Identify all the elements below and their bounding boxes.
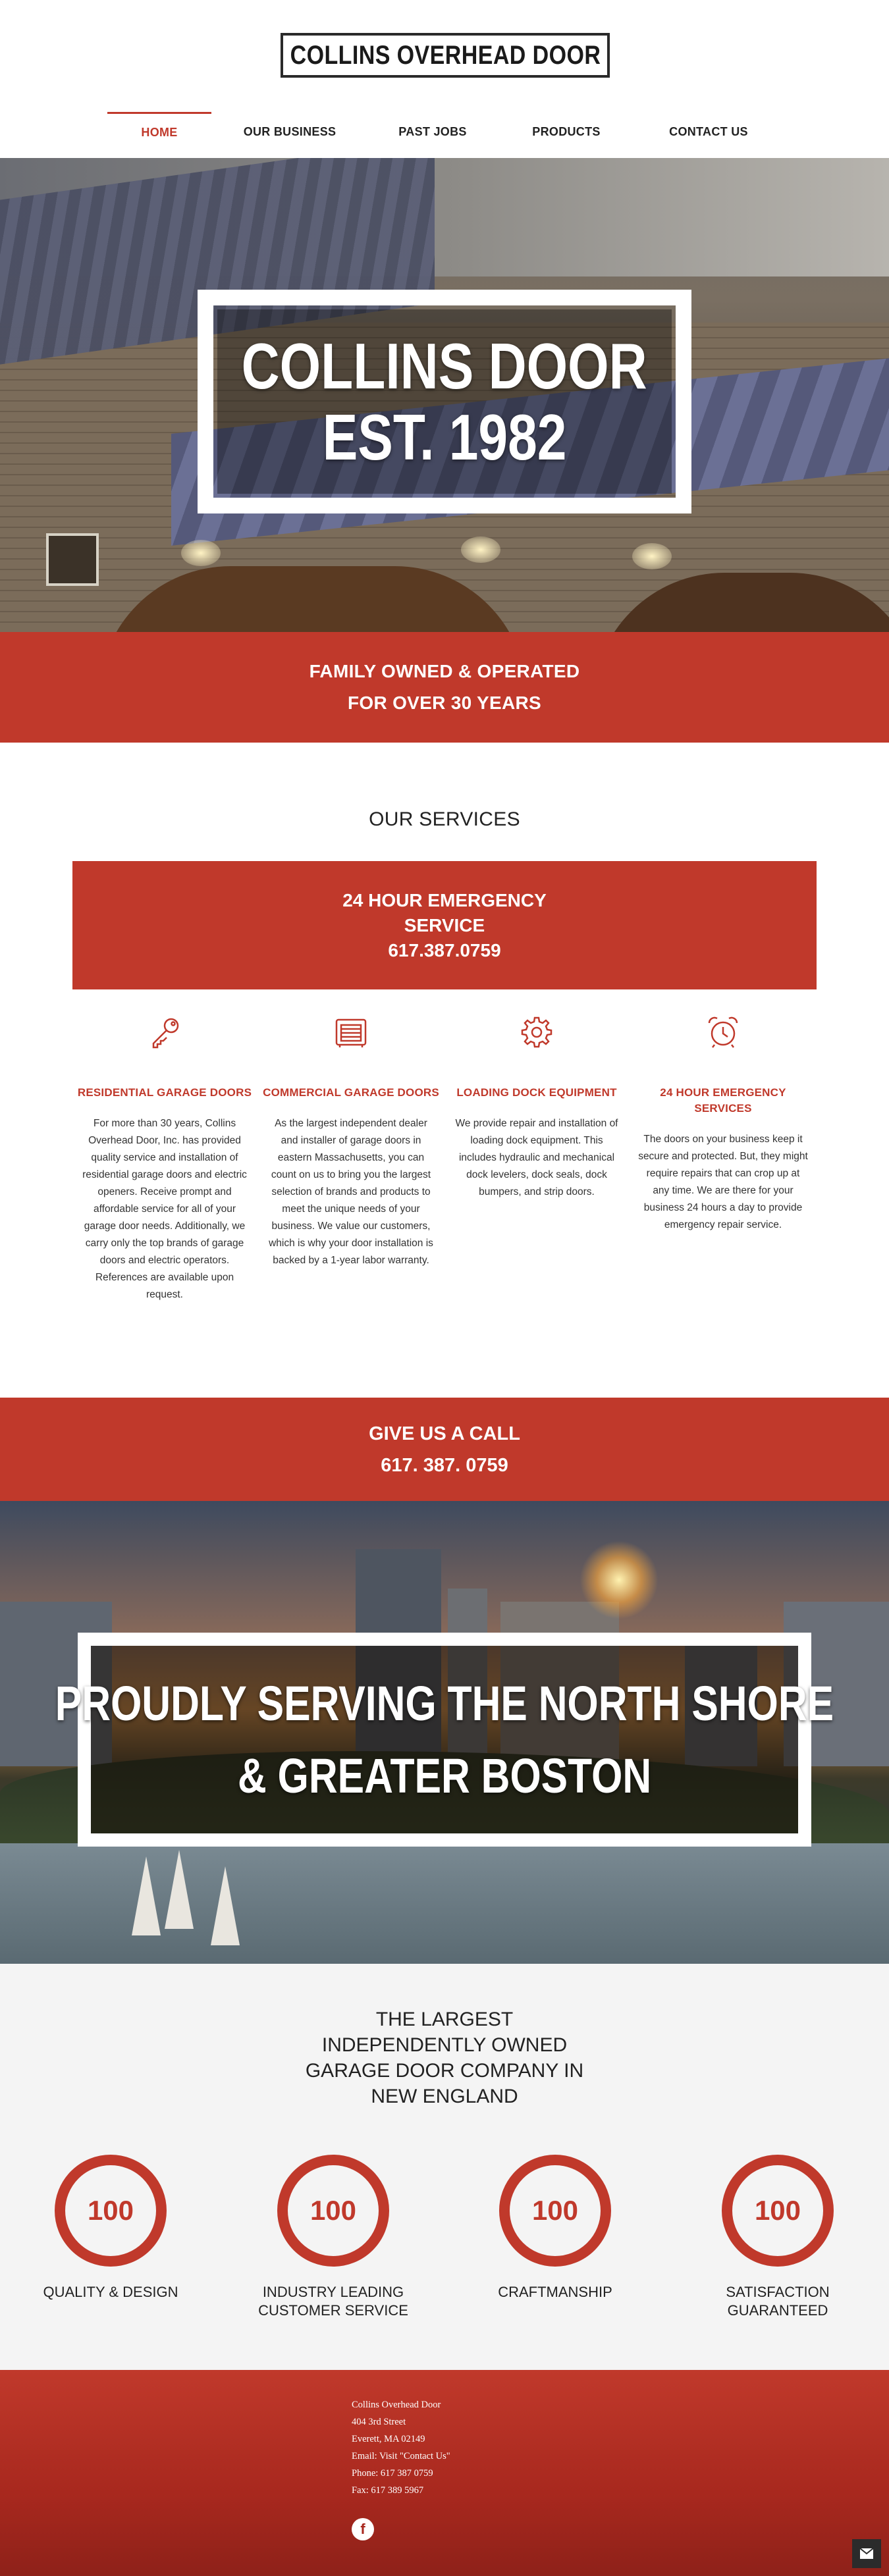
garage-icon (331, 1012, 371, 1052)
site-logo[interactable] (281, 33, 610, 78)
emergency-line1: 24 HOUR EMERGENCY (342, 889, 547, 910)
emergency-phone[interactable]: 617.387.0759 (388, 939, 501, 960)
stat-quality (12, 2155, 209, 2301)
service-text: For more than 30 years, Collins Overhead Door, Inc. has provided quality service and installation of residential garage doors and electric openers. Receive prompt and affordable service for all of your garage door needs. Additionally, we carry only the top brands of garage doors and electric operators. References are available upon request. (82, 1118, 247, 1300)
stat-craftmanship (456, 2155, 654, 2301)
house-window (46, 533, 99, 586)
city-address: Everett, MA 02149 (352, 2434, 425, 2444)
services-section (0, 743, 889, 1398)
facebook-icon[interactable]: f (352, 2518, 374, 2540)
stat-customer-service (234, 2155, 432, 2320)
stat-label: CRAFTMANSHIP (498, 2284, 612, 2300)
nav-contact-us[interactable]: CONTACT US (669, 124, 748, 138)
stat-ring (499, 2155, 611, 2267)
alarm-clock-icon (703, 1012, 743, 1052)
site-header (0, 0, 889, 158)
nav-past-jobs[interactable]: PAST JOBS (398, 124, 467, 138)
stat-label: QUALITY & DESIGN (43, 2284, 178, 2300)
mail-icon[interactable] (852, 2539, 881, 2568)
nav-products[interactable]: PRODUCTS (532, 124, 601, 138)
hero-title-box (198, 290, 691, 513)
stats-section (0, 1964, 889, 2370)
logo-text: COLLINS OVERHEAD DOOR (290, 40, 601, 70)
stat-ring (277, 2155, 389, 2267)
main-nav (0, 112, 889, 151)
stat-label: SATISFACTION GUARANTEED (726, 2284, 830, 2319)
email-line[interactable]: Email: Visit "Contact Us" (352, 2451, 450, 2461)
service-title: RESIDENTIAL GARAGE DOORS (77, 1086, 252, 1099)
stats-title: THE LARGEST INDEPENDENTLY OWNED GARAGE DOOR COMPANY IN NEW ENGLAND (305, 2009, 584, 2107)
service-24-hour (631, 1012, 815, 1234)
street-address: 404 3rd Street (352, 2417, 406, 2427)
serving-line2: & GREATER BOSTON (237, 1748, 652, 1803)
service-loading-dock (444, 1012, 629, 1201)
fax-line: Fax: 617 389 5967 (352, 2485, 424, 2496)
stat-value: 100 (531, 2195, 579, 2226)
emergency-line2: SERVICE (404, 914, 485, 935)
service-title: 24 HOUR EMERGENCY SERVICES (660, 1086, 786, 1115)
nav-our-business[interactable]: OUR BUSINESS (243, 124, 337, 138)
stat-value: 100 (87, 2195, 134, 2226)
service-title: COMMERCIAL GARAGE DOORS (263, 1086, 439, 1099)
service-title: LOADING DOCK EQUIPMENT (456, 1086, 617, 1099)
banner-line1: FAMILY OWNED & OPERATED (309, 661, 580, 681)
phone-line[interactable]: Phone: 617 387 0759 (352, 2468, 433, 2479)
site-footer (0, 2370, 889, 2576)
hero-title-line1: COLLINS DOOR (241, 330, 648, 402)
banner-line2: FOR OVER 30 YEARS (347, 693, 541, 713)
stat-ring (722, 2155, 834, 2267)
call-phone[interactable]: 617. 387. 0759 (381, 1454, 508, 1476)
service-residential (72, 1012, 257, 1303)
company-name: Collins Overhead Door (352, 2400, 441, 2410)
call-title: GIVE US A CALL (369, 1423, 520, 1444)
stat-label: INDUSTRY LEADING CUSTOMER SERVICE (258, 2284, 408, 2319)
stat-value: 100 (310, 2195, 357, 2226)
service-text: The doors on your business keep it secure and protected. But, they might require repairs that can crop up at any time. We are there for your business 24 hours a day to provide emergency repair service. (638, 1134, 808, 1230)
services-title: OUR SERVICES (369, 808, 520, 830)
contact-info (352, 2396, 450, 2499)
key-icon (145, 1012, 184, 1052)
nav-home[interactable]: HOME (107, 112, 211, 151)
stat-value: 100 (754, 2195, 801, 2226)
serving-title-box (55, 1633, 834, 1847)
family-owned-banner (0, 632, 889, 743)
serving-line1: PROUDLY SERVING THE NORTH SHORE (55, 1675, 834, 1731)
stat-ring (55, 2155, 167, 2267)
gear-icon (517, 1012, 556, 1052)
service-text: We provide repair and installation of loading dock equipment. This includes hydraulic and mechanical dock levelers, dock seals, dock bumpers, and strip doors. (455, 1118, 618, 1197)
service-commercial (259, 1012, 443, 1269)
service-text: As the largest independent dealer and installer of garage doors in eastern Massachusetts, you can count on us to bring you the largest selection of brands and products to meet the unique needs of your business. We value our customers, which is why your door installation is backed by a 1-year labor warranty. (269, 1118, 433, 1266)
call-banner (0, 1398, 889, 1501)
hero-title-line2: EST. 1982 (322, 401, 567, 473)
stat-satisfaction (679, 2155, 876, 2320)
emergency-service-box (72, 861, 817, 989)
